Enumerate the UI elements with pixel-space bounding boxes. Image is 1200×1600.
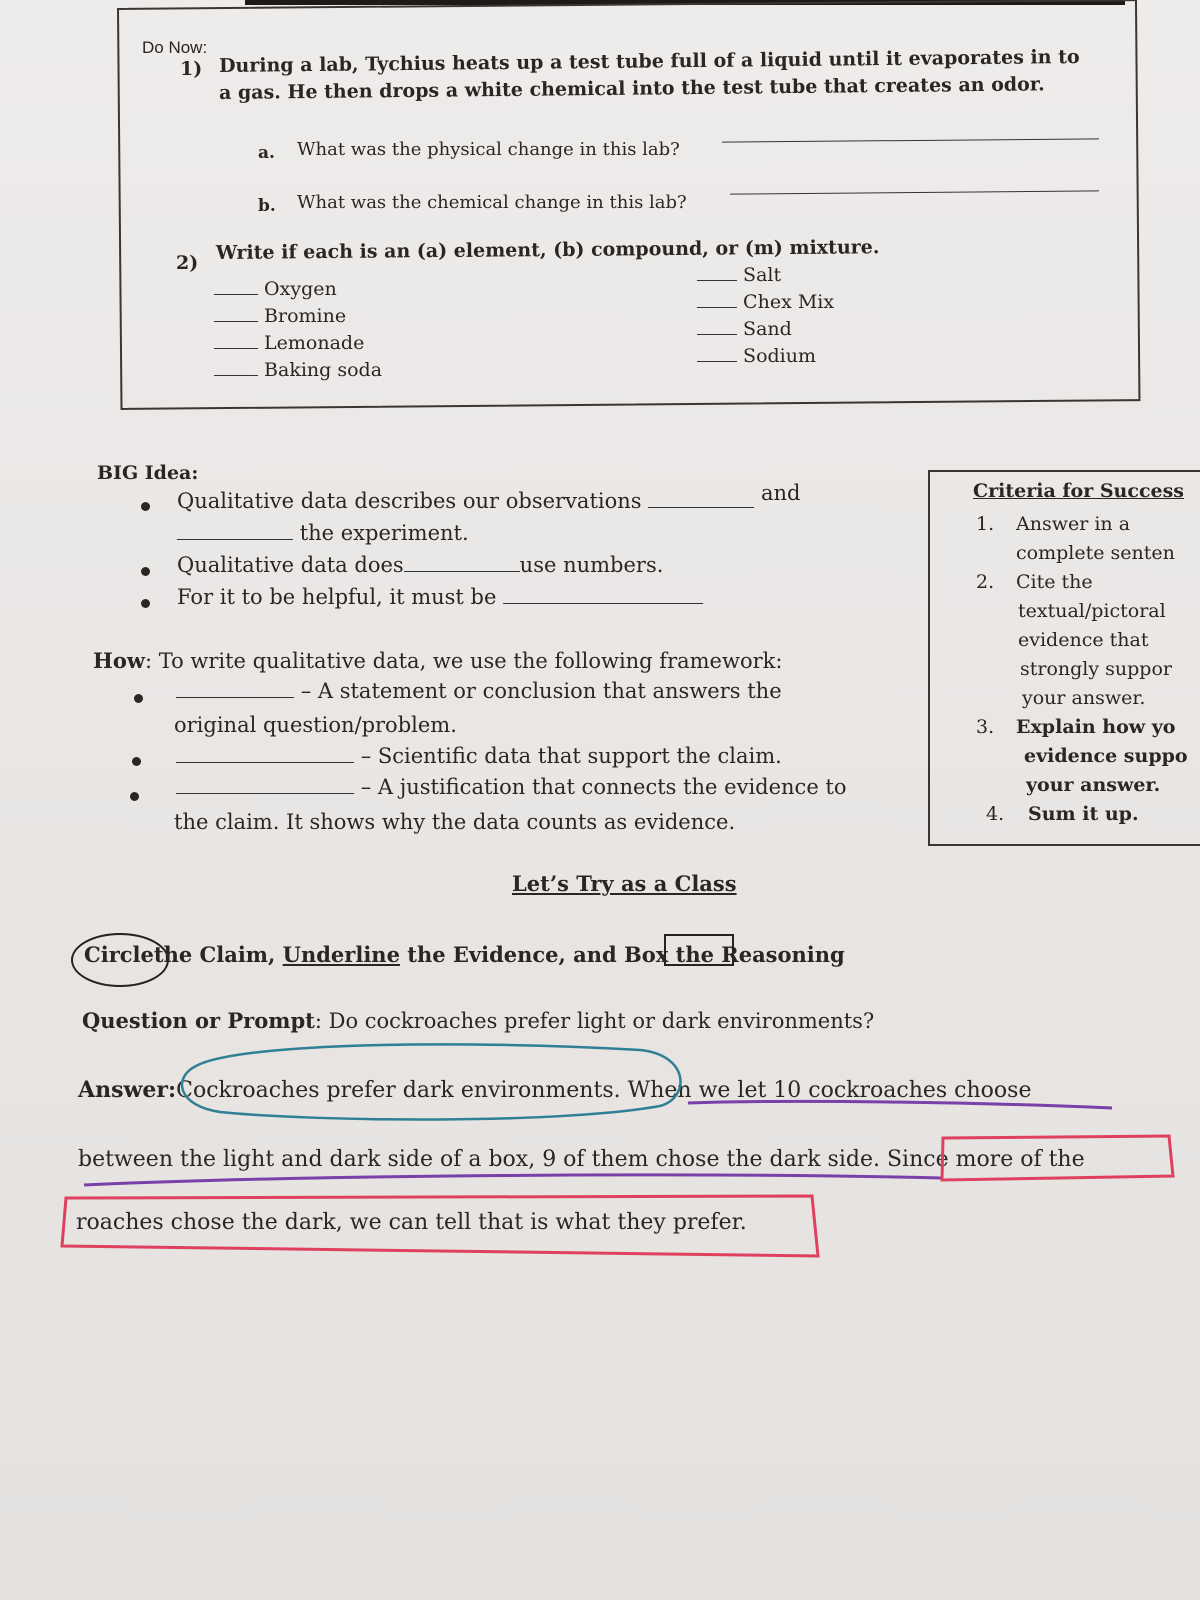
bullet-icon [130, 792, 139, 801]
bullet-icon [141, 599, 150, 608]
evidence-text-2: between the light and dark side of a box, 9 of them chose the dark side. [78, 1147, 880, 1172]
class-heading: Let’s Try as a Class [512, 871, 737, 896]
answer-line-1: Answer:Cockroaches prefer dark environments. When we let 10 cockroaches choose [78, 1077, 1032, 1103]
answer-blank[interactable] [176, 774, 354, 794]
instruction-line: Circlethe Claim, Underline the Evidence, and Box the Reasoning [84, 942, 845, 967]
q1-number: 1) [180, 58, 203, 80]
evidence-underline-mark [84, 1175, 942, 1185]
bullet-icon [141, 567, 150, 576]
list-item: Lemonade [214, 330, 382, 357]
list-item: Baking soda [214, 357, 382, 384]
list-item: Bromine [214, 303, 382, 330]
bullet-icon [134, 694, 143, 703]
answer-blank[interactable] [697, 317, 737, 335]
big-idea-bullet-3: For it to be helpful, it must be [177, 584, 703, 609]
list-item: Sodium [697, 343, 834, 370]
big-idea-bullet-1-cont: the experiment. [177, 520, 469, 545]
answer-blank[interactable] [697, 344, 737, 362]
how-intro: How: To write qualitative data, we use the following framework: [93, 648, 783, 673]
how-reasoning-line: – A justification that connects the evidence to [176, 774, 847, 799]
answer-blank[interactable] [214, 358, 258, 376]
answer-blank[interactable] [697, 290, 737, 308]
big-idea-heading: BIG Idea: [97, 462, 199, 484]
q1a-letter: a. [258, 143, 275, 163]
answer-blank[interactable] [404, 552, 520, 572]
reasoning-text-2: roaches chose the dark, we can tell that is what they prefer. [76, 1210, 747, 1235]
answer-blank[interactable] [214, 304, 258, 322]
q1b-text: What was the chemical change in this lab? [297, 192, 687, 213]
answer-blank[interactable] [214, 277, 258, 295]
answer-blank[interactable] [177, 520, 293, 540]
list-item: 2. Cite the [976, 571, 1093, 593]
how-claim-line: – A statement or conclusion that answers the [176, 678, 782, 703]
big-idea-bullet-2: Qualitative data does use numbers. [177, 552, 664, 577]
big-idea-bullet-1: Qualitative data describes our observations and [177, 480, 801, 513]
q2-text: Write if each is an (a) element, (b) compound, or (m) mixture. [215, 236, 880, 264]
list-item: Chex Mix [697, 289, 834, 316]
how-evidence-line: – Scientific data that support the claim. [176, 743, 782, 768]
answer-blank[interactable] [214, 331, 258, 349]
answer-blank[interactable] [176, 678, 294, 698]
list-item: Oxygen [214, 276, 382, 303]
answer-blank[interactable] [697, 263, 737, 281]
answer-blank[interactable] [176, 743, 354, 763]
do-now-heading: Do Now: [142, 38, 208, 57]
q2-number: 2) [176, 252, 199, 274]
prompt-line: Question or Prompt: Do cockroaches prefer light or dark environments? [82, 1008, 875, 1033]
list-item: 4. Sum it up. [986, 803, 1139, 825]
reasoning-text-1: Since more of the [886, 1147, 1085, 1172]
list-item: Sand [697, 316, 834, 343]
list-item: 1. Answer in a [976, 513, 1131, 535]
criteria-heading: Criteria for Success [973, 480, 1184, 502]
answer-line-2 [78, 1147, 1085, 1172]
q1-line2: a gas. He then drops a white chemical into the test tube that creates an odor. [218, 73, 1045, 104]
claim-text: Cockroaches prefer dark environments. [176, 1078, 621, 1103]
bullet-icon [141, 502, 150, 511]
answer-blank[interactable] [503, 584, 703, 604]
q2-left-list [214, 276, 382, 384]
list-item: 3. Explain how yo [976, 716, 1176, 738]
criteria-list: 1. Answer in a complete senten 2. Cite the textual/pictoral evidence that strongly suppor your answer. 3. Explain how yo evidence suppo your answer. 4. Sum it up. [976, 510, 1188, 829]
evidence-text-1: When we let 10 cockroaches choose [627, 1078, 1032, 1103]
q1b-letter: b. [258, 196, 276, 216]
q1-line1: During a lab, Tychius heats up a test tube full of a liquid until it evaporates in to [218, 45, 1080, 77]
q2-right-list [697, 262, 834, 370]
how-reasoning-cont: the claim. It shows why the data counts as evidence. [174, 810, 736, 834]
how-claim-cont: original question/problem. [174, 713, 457, 737]
q1a-text: What was the physical change in this lab? [297, 139, 680, 160]
answer-blank[interactable] [648, 488, 754, 508]
answer-line-3 [76, 1210, 747, 1235]
list-item: Salt [697, 262, 834, 289]
bullet-icon [132, 757, 141, 766]
